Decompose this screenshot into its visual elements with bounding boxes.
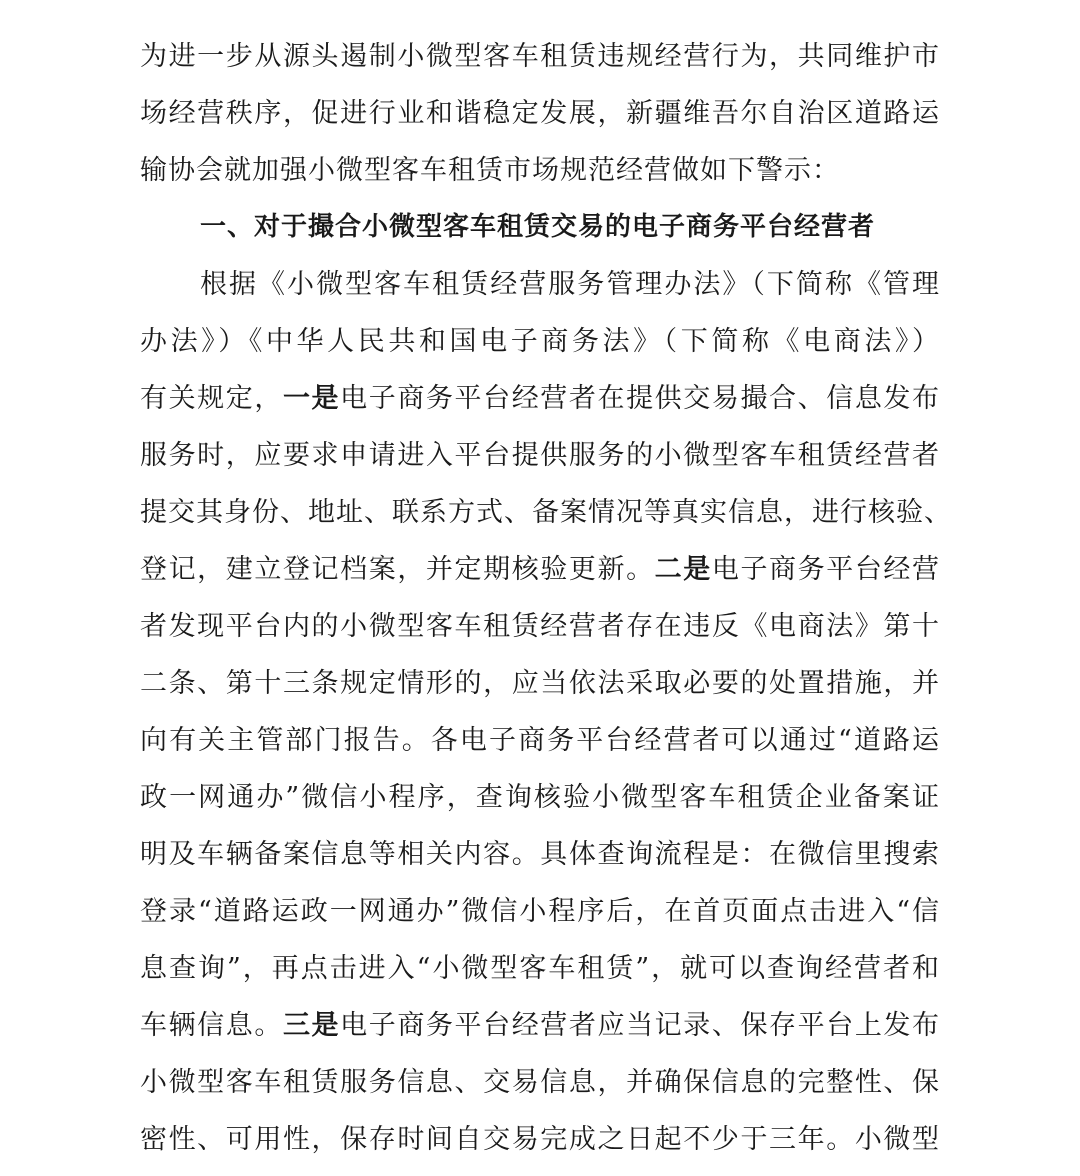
- text-run: 有关规定，: [140, 383, 283, 414]
- bold-marker: 二是: [654, 554, 712, 585]
- paragraph-line: 息查询”，再点击进入“小微型客车租赁”，就可以查询经营者和: [140, 953, 940, 984]
- paragraph-line: [140, 541, 940, 598]
- paragraph-line: 根据《小微型客车租赁经营服务管理办法》（下简称《管理: [200, 269, 940, 300]
- text-run: 登记，建立登记档案，并定期核验更新。: [140, 554, 655, 585]
- paragraph-line: 密性、可用性，保存时间自交易完成之日起不少于三年。小微型: [140, 1124, 940, 1155]
- section-heading: 一、对于撮合小微型客车租赁交易的电子商务平台经营者: [200, 212, 876, 242]
- paragraph-line: 提交其身份、地址、联系方式、备案情况等真实信息，进行核验、: [140, 497, 952, 528]
- document-page: [140, 28, 952, 1168]
- paragraph-line: 输协会就加强小微型客车租赁市场规范经营做如下警示：: [140, 155, 840, 186]
- paragraph-line: 政一网通办”微信小程序，查询核验小微型客车租赁企业备案证: [140, 782, 940, 813]
- text-run: 电子商务平台经营: [711, 554, 941, 585]
- paragraph-line: 为进一步从源头遏制小微型客车租赁违规经营行为，共同维护市: [140, 41, 940, 72]
- bold-marker: 三是: [282, 1010, 341, 1041]
- paragraph-line: 明及车辆备案信息等相关内容。具体查询流程是：在微信里搜索: [140, 839, 940, 870]
- paragraph-line: 服务时，应要求申请进入平台提供服务的小微型客车租赁经营者: [140, 440, 940, 471]
- text-run: 电子商务平台经营者在提供交易撮合、信息发布: [340, 383, 941, 414]
- text-run: 车辆信息。: [140, 1010, 283, 1041]
- paragraph-line: [140, 997, 940, 1054]
- paragraph-line: 者发现平台内的小微型客车租赁经营者存在违反《电商法》第十: [140, 611, 940, 642]
- paragraph-line: 小微型客车租赁服务信息、交易信息，并确保信息的完整性、保: [140, 1067, 940, 1098]
- paragraph-line: 场经营秩序，促进行业和谐稳定发展，新疆维吾尔自治区道路运: [140, 98, 940, 129]
- paragraph-line: 登录“道路运政一网通办”微信小程序后，在首页面点击进入“信: [140, 896, 940, 927]
- paragraph-line: 二条、第十三条规定情形的，应当依法采取必要的处置措施，并: [140, 668, 940, 699]
- text-run: 电子商务平台经营者应当记录、保存平台上发布: [340, 1010, 941, 1041]
- paragraph-line: 向有关主管部门报告。各电子商务平台经营者可以通过“道路运: [140, 725, 940, 756]
- bold-marker: 一是: [282, 383, 341, 414]
- paragraph-line: 办法》）《中华人民共和国电子商务法》（下简称《电商法》）: [140, 326, 940, 357]
- paragraph-line: [140, 370, 940, 427]
